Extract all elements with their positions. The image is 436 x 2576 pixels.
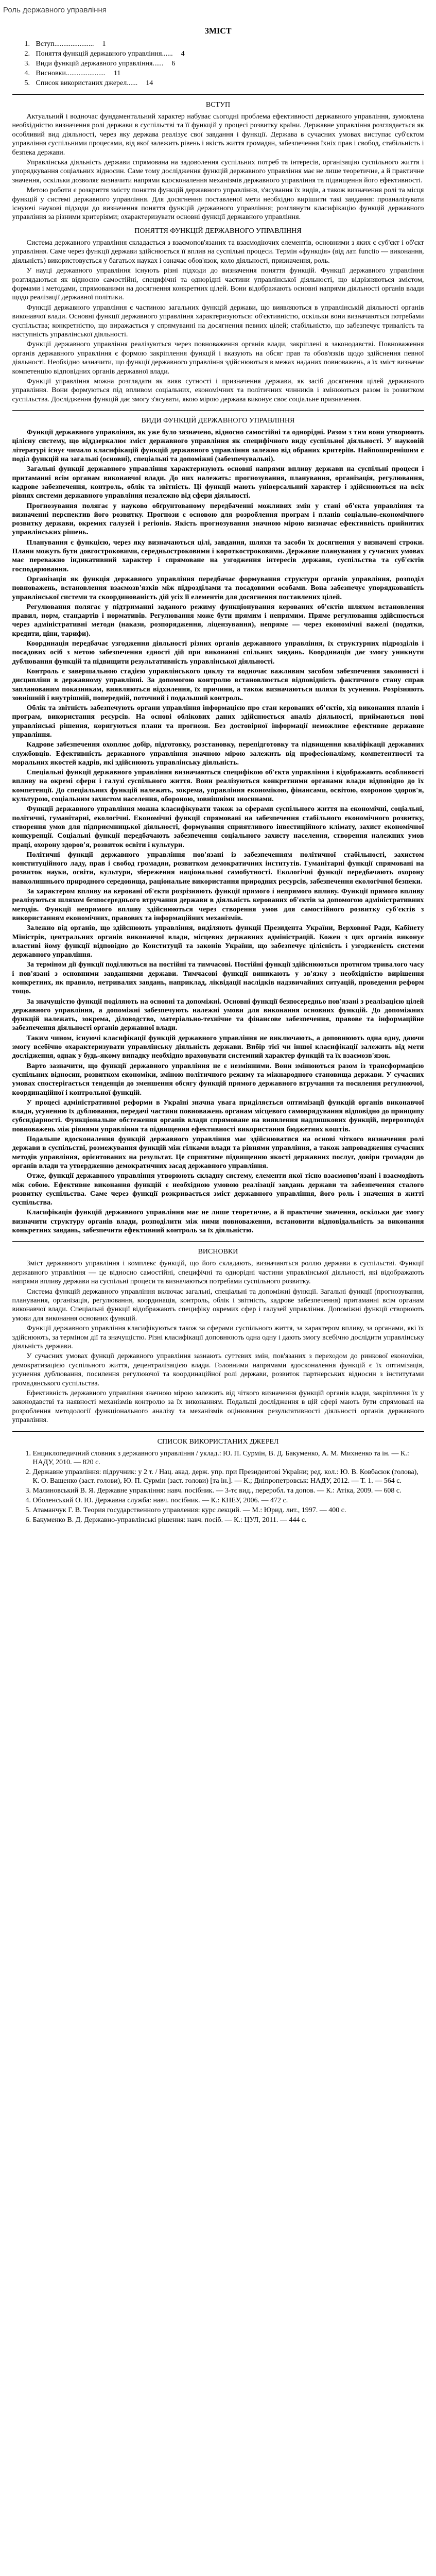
toc-item-number: 3. xyxy=(24,60,30,67)
document-header xyxy=(0,0,436,20)
paragraph: Кадрове забезпечення охоплює добір, підготовку, розстановку, перепідготовку та підвищення кваліфікації державних службовців. Ефективність державного управління значною мірою залежить від професіоналізму, компетентності та моральних якостей кадрів, які здійснюють управлінську діяльність. xyxy=(12,741,424,767)
toc-item xyxy=(25,59,424,69)
toc-item-label: Висновки xyxy=(36,70,66,77)
section-concept xyxy=(12,239,424,404)
paragraph: За значущістю функції поділяють на основні та допоміжні. Основні функції безпосередньо пов'язані з реалізацією цілей державного управління, а допоміжні забезпечують належні умови для виконання основних функцій. До допоміжних функцій належать, зокрема, діловодство, матеріально-технічне та фінансове забезпечення, правове та інформаційне забезпечення діяльності органів державної влади. xyxy=(12,997,424,1032)
toc-item-page: 4 xyxy=(181,50,185,58)
paragraph: Планування є функцією, через яку визначаються цілі, завдання, шляхи та засоби їх досягнення у визначені строки. Плани можуть бути довгостроковими, середньостроковими і короткостроковими. Державне планування у сучасних умовах має переважно індикативний характер і спрямоване на узгодження інтересів держави, суспільства та суб'єктів господарювання. xyxy=(12,538,424,573)
paragraph: Залежно від органів, що здійснюють управління, виділяють функції Президента України, Верховної Ради, Кабінету Міністрів, центральних органів виконавчої влади, місцевих державних адміністрацій. Кожен з цих органів виконує властиві йому функції відповідно до Конституції та законів України, що забезпечує цілісність і узгодженість системи державного управління. xyxy=(12,924,424,959)
section-conclusions xyxy=(12,1259,424,1425)
toc-item-label: Список використаних джерел xyxy=(36,79,127,87)
paragraph: Політичні функції державного управління пов'язані із забезпеченням політичної стабільності, захистом конституційного ладу, прав і свобод громадян, розвитком демократичних інститутів. Гуманітарні функції спрямовані на розвиток науки, освіти, культури, збереження національної самобутності. Екологічні функції передбачають охорону навколишнього природного середовища, раціональне використання природних ресурсів, забезпечення екологічної безпеки. xyxy=(12,851,424,886)
paragraph: Функції управління можна розглядати як вияв сутності і призначення держави, як засіб досягнення цілей державного управління. Вони формуються під впливом соціальних, економічних та політичних чинників і змінюються разом із розвитком суспільства. Дослідження функцій дає змогу з'ясувати, якою мірою держава виконує своє соціальне призначення. xyxy=(12,377,424,403)
paragraph: Спеціальні функції державного управління визначаються специфікою об'єкта управління і відображають особливості впливу на окремі сфери і галузі суспільного життя. Вони реалізуються конкретними органами влади відповідно до їх компетенції. До спеціальних функцій належать, зокрема, управління економікою, фінансами, освітою, охороною здоров'я, культурою, соціальним захистом населення, обороною, зовнішніми зносинами. xyxy=(12,769,424,804)
toc-item-number: 4. xyxy=(24,70,30,77)
paragraph: Подальше вдосконалення функцій державного управління має здійснюватися на основі чіткого визначення ролі держави в суспільстві, розмежування функцій між гілками влади та рівнями управління, а також запровадження сучасних методів управління, орієнтованих на результат. Це сприятиме підвищенню якості державних послуг, довіри громадян до органів влади та утвердженню демократичних засад державного управління. xyxy=(12,1136,424,1170)
paragraph: Система державного управління складається з взаємопов'язаних та взаємодіючих елементів, основними з яких є суб'єкт і об'єкт управління. Саме через функції держави здійснюється її вплив на суспільні процеси. Термін «функція» (від лат. functio — виконання, діяльність) використовується у багатьох науках і означає обов'язок, коло діяльності, призначення, роль. xyxy=(12,239,424,265)
toc-item-number: 5. xyxy=(24,79,30,87)
toc-item-page: 11 xyxy=(113,70,121,77)
toc-item-dots: ...................... xyxy=(54,40,94,48)
toc-item-number: 1. xyxy=(24,40,30,48)
paragraph: Облік та звітність забезпечують органи управління інформацією про стан керованих об'єктів, хід виконання планів і програм, використання ресурсів. На основі облікових даних здійснюється аналіз діяльності, приймаються нові управлінські рішення, коригуються плани та прогнози. Без достовірної інформації неможливе ефективне державне управління. xyxy=(12,704,424,739)
toc-item xyxy=(25,78,424,88)
toc-heading: ЗМІСТ xyxy=(204,27,232,36)
toc-item-dots: ...... xyxy=(127,79,138,87)
section-intro xyxy=(12,112,424,222)
paragraph: Таким чином, існуючі класифікації функцій державного управління не виключають, а доповнюють одна одну, даючи змогу всебічно охарактеризувати управлінську діяльність держави. Вибір тієї чи іншої класифікації залежить від мети дослідження, однак у будь-якому випадку необхідно враховувати системний характер функцій та їх взаємозв'язок. xyxy=(12,1034,424,1060)
paragraph: Контроль є завершальною стадією управлінського циклу та водночас важливим засобом забезпечення законності і дисципліни в державному управлінні. За допомогою контролю встановлюється відповідність фактичного стану справ запланованим показникам, виявляються відхилення, їх причини, а також визначаються шляхи їх усунення. Розрізняють зовнішній і внутрішній, попередній, поточний і подальший контроль. xyxy=(12,667,424,702)
references-list xyxy=(12,1449,424,1524)
paragraph: Зміст державного управління і комплекс функцій, що його складають, визначаються роллю держави в суспільстві. Функції державного управління — це відносно самостійні, специфічні та однорідні частини управлінської діяльності, які відображають напрями впливу держави на суспільні процеси та визначаються потребами суспільного розвитку. xyxy=(12,1260,424,1286)
document-page xyxy=(12,27,424,1524)
toc-item-label: Види функцій державного управління xyxy=(36,60,153,67)
paragraph: Метою роботи є розкриття змісту поняття функцій державного управління, з'ясування їх видів, а також визначення ролі та місця функцій у системі державного управління. Для досягнення поставленої мети необхідно вирішити такі завдання: проаналізувати існуючі наукові підходи до визначення поняття функцій державного управління; розглянути класифікацію функцій державного управління за різними критеріями; охарактеризувати основні функції державного управління. xyxy=(12,187,424,222)
divider xyxy=(12,410,424,411)
toc-item-number: 2. xyxy=(24,50,30,58)
paragraph: Прогнозування полягає у науково обґрунтованому передбаченні можливих змін у стані об'єкта управління та визначенні перспектив його розвитку. Прогнози є основою для розроблення програм і планів соціально-економічного розвитку держави, окремих галузей і регіонів. Якість прогнозування значною мірою визначає ефективність прийнятих управлінських рішень. xyxy=(12,502,424,537)
paragraph: Координація передбачає узгодження діяльності різних органів державного управління, їх структурних підрозділів і посадових осіб з метою забезпечення єдності дій при виконанні спільних завдань. Координація дає змогу уникнути дублювання функцій та підвищити результативність управлінської діяльності. xyxy=(12,640,424,666)
toc-item-dots: ...................... xyxy=(65,70,106,77)
paragraph: За характером впливу на керовані об'єкти розрізняють функції прямого і непрямого впливу. Функції прямого впливу реалізуються шляхом безпосереднього втручання держави в діяльність керованих об'єктів за допомогою адміністративних методів. Функції непрямого впливу здійснюються через створення умов для самостійного розвитку суб'єктів з використанням економічних, правових та інформаційних механізмів. xyxy=(12,888,424,922)
reference-item: 6. Бакуменко В. Д. Державно-управлінські рішення: навч. посіб. — К.: ЦУЛ, 2011. — 444 с. xyxy=(33,1516,424,1524)
paragraph: У сучасних умовах функції державного управління зазнають суттєвих змін, пов'язаних з переходом до ринкової економіки, демократизацією суспільного життя, децентралізацією влади. Головними напрямами вдосконалення функцій є їх оптимізація, усунення дублювання, посилення регулюючої та координаційної ролі держави, розвиток партнерських відносин з інститутами громадянського суспільства. xyxy=(12,1352,424,1387)
paragraph: У науці державного управління існують різні підходи до визначення поняття функцій. Функції державного управління розглядаються як відносно самостійні, специфічні та однорідні частини управлінської діяльності, що відрізняються змістом, формами і методами, спрямованими на досягнення конкретних цілей. Вони відображають основні напрями діяльності органів влади щодо реалізації державної політики. xyxy=(12,267,424,302)
toc-item-label: Поняття функцій державного управління xyxy=(36,50,162,58)
toc-item-page: 14 xyxy=(146,79,153,87)
paragraph: Регулювання полягає у підтриманні заданого режиму функціонування керованих об'єктів шляхом встановлення правил, норм, стандартів і нормативів. Регулювання може бути прямим і непрямим. Пряме регулювання здійснюється через адміністративні методи (накази, розпорядження, ліцензування), непряме — через економічні важелі (податки, кредити, ціни, тарифи). xyxy=(12,603,424,638)
paragraph: Актуальний і водночас фундаментальний характер набуває сьогодні проблема ефективності державного управління, зумовлена необхідністю визначення ролі держави в суспільстві та її функцій у процесі розвитку країни. Державне управління розглядається як особливий вид діяльності, через яку держава реалізує свої завдання і функції. Держава в сучасних умовах виступає суб'єктом управління суспільними процесами, від якої залежить рівень і якість життя громадян, забезпечення їхніх прав і свобод, стабільність і безпека держави. xyxy=(12,113,424,157)
reference-item: 2. Державне управління: підручник: у 2 т. / Нац. акад. держ. упр. при Президентові України; ред. кол.: Ю. В. Ковбасюк (голова), К. О. Ващенко (заст. голови), Ю. П. Сурмін (заст. голови) [та ін.]. — К.; Дніпропетровськ: НАДУ, 2012. — Т. 1. — 564 с. xyxy=(33,1468,424,1485)
paragraph: Функції державного управління, як уже було зазначено, відносно самостійні та однорідні. Разом з тим вони утворюють цілісну систему, що віддзеркалює зміст державного управління як специфічного виду суспільної діяльності. У науковій літературі існує чимало класифікацій функцій державного управління залежно від обраних критеріїв. Найпоширенішим є поділ функцій на загальні (основні), спеціальні та допоміжні (забезпечувальні). xyxy=(12,429,424,464)
toc-item xyxy=(25,69,424,78)
paragraph: У процесі адміністративної реформи в Україні значна увага приділяється оптимізації функцій органів виконавчої влади, усуненню їх дублювання, передачі частини повноважень органам місцевого самоврядування відповідно до принципу субсидіарності. Функціональне обстеження органів влади спрямоване на виявлення надлишкових функцій, перерозподіл повноважень між рівнями управління та підвищення ефективності використання бюджетних коштів. xyxy=(12,1098,424,1133)
paragraph: Ефективність державного управління значною мірою залежить від чіткого визначення функцій органів влади, закріплення їх у законодавстві та наявності механізмів контролю за їх виконанням. Подальші дослідження в цій сфері мають бути спрямовані на розроблення методології функціонального аналізу та механізмів оцінювання результативності діяльності органів державного управління. xyxy=(12,1389,424,1425)
toc-item-dots: ...... xyxy=(162,50,173,58)
paragraph: За терміном дії функції поділяються на постійні та тимчасові. Постійні функції здійснюються протягом тривалого часу і пов'язані з основними завданнями держави. Тимчасові функції виникають у зв'язку з необхідністю вирішення конкретних, як правило, нетривалих завдань, наприклад, ліквідації наслідків надзвичайних ситуацій, проведення реформ тощо. xyxy=(12,961,424,996)
divider xyxy=(12,94,424,95)
paragraph: Організація як функція державного управління передбачає формування структури органів управління, розподіл повноважень, встановлення взаємозв'язків між підрозділами та посадовими особами. Вона забезпечує упорядкованість управлінської системи та скоординованість дій усіх її елементів для досягнення поставлених цілей. xyxy=(12,575,424,601)
section-heading-intro: ВСТУП xyxy=(205,101,231,109)
toc-item xyxy=(25,39,424,49)
section-heading-types: ВИДИ ФУНКЦІЙ ДЕРЖАВНОГО УПРАВЛІННЯ xyxy=(141,417,295,425)
section-heading-conclusions: ВИСНОВКИ xyxy=(198,1248,238,1256)
paragraph: Управлінська діяльність держави спрямована на задоволення суспільних потреб та інтересів, організацію суспільного життя і упорядкування соціальних відносин. Саме тому дослідження функцій державного управління має не лише теоретичне, а й практичне значення, оскільки дозволяє визначити напрями вдосконалення механізмів державного управління та підвищення його ефективності. xyxy=(12,159,424,184)
divider xyxy=(12,1431,424,1432)
paragraph: Функції державного управління реалізуються через повноваження органів влади, закріплені в законодавстві. Повноваження органів державного управління є формою закріплення функцій і вказують на обсяг прав та обов'язків щодо здійснення певної діяльності. Необхідно зазначити, що функції державного управління здійснюються в межах наданих повноважень, а їх зміст визначає компетенцію відповідних органів державної влади. xyxy=(12,341,424,376)
paragraph: Варто зазначити, що функції державного управління не є незмінними. Вони змінюються разом із трансформацією суспільних відносин, розвитком економіки, зміною політичного режиму та міжнародного становища держави. У сучасних умовах спостерігається тенденція до зменшення обсягу функцій прямого державного втручання та посилення регулюючої, координаційної і контрольної функцій. xyxy=(12,1062,424,1097)
section-heading-concept: ПОНЯТТЯ ФУНКЦІЙ ДЕРЖАВНОГО УПРАВЛІННЯ xyxy=(134,227,302,235)
toc-item-label: Вступ xyxy=(36,40,55,48)
paragraph: Отже, функції державного управління утворюють складну систему, елементи якої тісно взаємопов'язані і взаємодіють між собою. Ефективне виконання функцій є необхідною умовою реалізації завдань держави та забезпечення сталого розвитку суспільства. Саме через функції розкривається зміст державного управління, його роль і значення в житті суспільства. xyxy=(12,1172,424,1207)
section-types xyxy=(12,428,424,1235)
toc-item-page: 1 xyxy=(102,40,106,48)
paragraph: Функції державного управління класифікуються також за сферами суспільного життя, за характером впливу, за органами, які їх здійснюють, за терміном дії та значущістю. Різні класифікації доповнюють одна одну і дають змогу всебічно дослідити управлінську діяльність держави. xyxy=(12,1325,424,1350)
table-of-contents xyxy=(12,39,424,88)
toc-item xyxy=(25,49,424,59)
divider xyxy=(12,1241,424,1242)
paragraph: Класифікація функцій державного управління має не лише теоретичне, а й практичне значення, оскільки дає змогу визначити структуру органів влади, розподілити між ними повноваження, встановити відповідальність за виконання конкретних завдань, забезпечити ефективний контроль за їх діяльністю. xyxy=(12,1209,424,1235)
paragraph: Функції державного управління можна класифікувати також за сферами суспільного життя на економічні, соціальні, політичні, гуманітарні, екологічні. Економічні функції спрямовані на забезпечення стабільного економічного розвитку, створення умов для підприємницької діяльності, формування сприятливого інвестиційного клімату, захист економічної конкуренції. Соціальні функції передбачають забезпечення соціального захисту населення, створення належних умов праці, охорону здоров'я, розвиток освіти і культури. xyxy=(12,805,424,849)
reference-item: 1. Енциклопедичний словник з державного управління / уклад.: Ю. П. Сурмін, В. Д. Бакуменко, А. М. Михненко та ін. — К.: НАДУ, 2010. — 820 с. xyxy=(33,1449,424,1467)
toc-item-dots: ...... xyxy=(152,60,164,67)
toc-item-page: 6 xyxy=(171,60,176,67)
document-title: Роль державного управління xyxy=(3,5,107,14)
reference-item: 4. Оболенський О. Ю. Державна служба: навч. посібник. — К.: КНЕУ, 2006. — 472 с. xyxy=(33,1496,424,1505)
paragraph: Функції державного управління є частиною загальних функцій держави, що виявляються в управлінській діяльності органів виконавчої влади. Основні функції державного управління характеризуються: об'єктивністю, оскільки вони визначаються потребами суспільства; конкретністю, що виражається у спрямуванні на досягнення певних цілей; стабільністю, що забезпечує тривалість та наступність управлінської діяльності. xyxy=(12,303,424,338)
reference-item: 5. Атаманчук Г. В. Теория государственного управления: курс лекций. — М.: Юрид. лит., 1997. — 400 с. xyxy=(33,1506,424,1515)
paragraph: Система функцій державного управління включає загальні, спеціальні та допоміжні функції. Загальні функції (прогнозування, планування, організація, регулювання, координація, контроль, облік і звітність, кадрове забезпечення) притаманні всім органам виконавчої влади. Спеціальні функції відображають специфіку окремих сфер і галузей управління. Допоміжні функції створюють умови для виконання основних функцій. xyxy=(12,1287,424,1323)
references-heading: СПИСОК ВИКОРИСТАНИХ ДЖЕРЕЛ xyxy=(157,1437,279,1446)
paragraph: Загальні функції державного управління характеризують основні напрями впливу держави на суспільні процеси і притаманні всім органам виконавчої влади. До них належать: прогнозування, планування, організація, регулювання, кадрове забезпечення, контроль, облік та звітність. Ці функції мають універсальний характер і здійснюються на всіх рівнях системи державного управління незалежно від сфери діяльності. xyxy=(12,465,424,500)
reference-item: 3. Малиновський В. Я. Державне управління: навч. посібник. — 3-тє вид., переробл. та допов. — К.: Атіка, 2009. — 608 с. xyxy=(33,1486,424,1495)
